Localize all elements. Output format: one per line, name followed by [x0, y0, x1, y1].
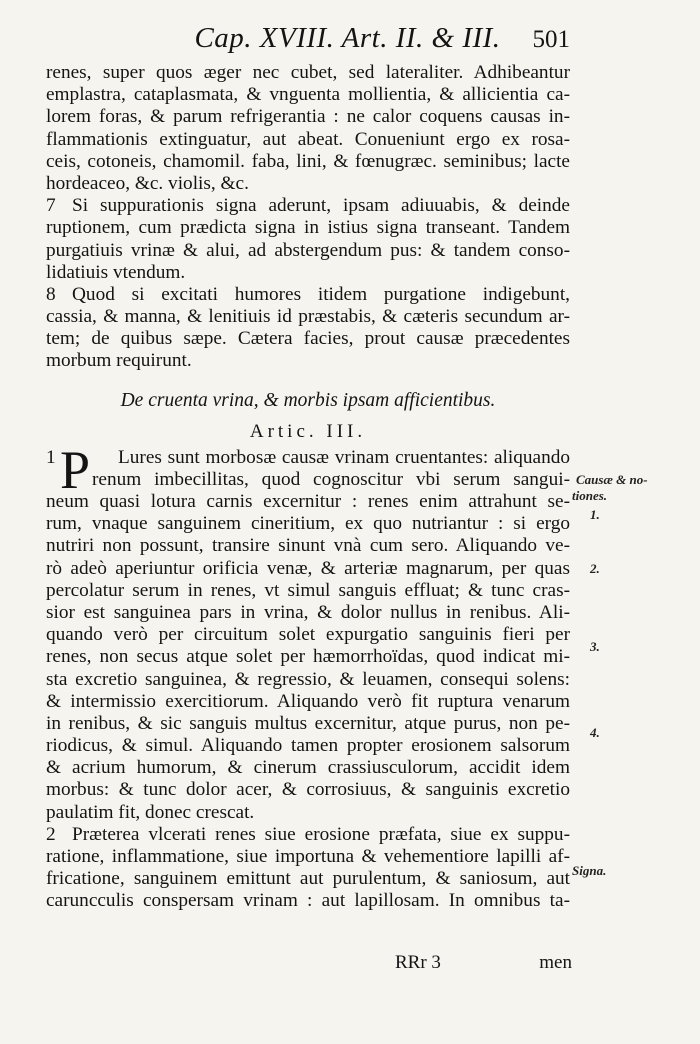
text-line: rum, vnaque sanguinem cineritium, ex quo nutriantur : si ergo [46, 513, 570, 535]
text-line: purgatiuis vrinæ & alui, ad abstergendum pus: & tandem conso- [46, 239, 570, 261]
text-line: percolatur serum in renes, vt simul sanguis effluat; & tunc cras- [46, 579, 570, 601]
signature-mark: RRr 3 [395, 952, 441, 973]
text-line: nutriri non possunt, transire sinunt vnà cum sero. Aliquando ve- [46, 535, 570, 557]
text-line: paulatim fit, donec crescat. [46, 801, 255, 823]
text-line-content: Præterea vlcerati renes siue erosione præfata, siue ex suppu- [72, 823, 570, 845]
text-line: hordeaceo, &c. violis, &c. [46, 172, 249, 194]
text-line: emplastra, cataplasmata, & vnguenta mollientia, & allicientia ca- [46, 84, 570, 106]
text-line: fricatione, sanguinem emittunt aut purulentum, & saniosum, aut [46, 868, 570, 890]
paragraph-2 [46, 824, 570, 913]
text-line: renes, super quos æger nec cubet, sed lateraliter. Adhibeantur [46, 62, 570, 83]
page-number: 501 [532, 26, 570, 53]
running-title: Cap. XVIII. Art. II. & III. [194, 22, 501, 54]
text-line: sta excretio sanguinea, & regressio, & leuamen, consequi solens: [46, 668, 570, 690]
catchword: men [539, 952, 572, 973]
text-line: sior est sanguinea pars in vrina, & dolor nullus in renibus. Ali- [46, 601, 570, 623]
drop-cap: P [60, 439, 91, 500]
text-line: rò adeò aperiuntur orificia venæ, & arteriæ magnarum, per quas [46, 557, 570, 579]
text-line: riodicus, & simul. Aliquando tamen propter erosionem salsorum [46, 735, 570, 757]
text-body [46, 62, 570, 913]
text-line: ceis, cotoneis, chamomil. faba, lini, & fœnugræc. seminibus; lacte [46, 150, 570, 172]
text-line [46, 824, 570, 846]
text-line: & acrium humorum, & cinerum crassiusculorum, accidit idem [46, 757, 570, 779]
text-line: quando verò per circuitum solet expurgatio sanguinis fieri per [46, 624, 570, 646]
text-line: caruncculis conspersam vrinam : aut lapillosam. In omnibus ta- [46, 890, 570, 912]
paragraph-number: 2 [46, 823, 56, 845]
margin-note-causae: Causæ & no- [576, 472, 648, 487]
article-2-continuation [46, 62, 570, 195]
text-line: morbus: & tunc dolor acer, & corrosiuus, & sanguinis excretio [46, 779, 570, 801]
text-line: & intermissio exercitiorum. Aliquando verò fit ruptura venarum [46, 690, 570, 712]
margin-note-number: 4. [590, 725, 600, 740]
text-line: neum quasi lotura carnis excernitur : renes enim attrahunt se- [46, 491, 570, 512]
text-line: ruptionem, cum prædicta signa in istius signa transeant. Tandem [46, 217, 570, 239]
margin-note-number: 3. [590, 639, 600, 654]
text-line: flammationis extinguatur, aut abeat. Conueniunt ergo ex rosa- [46, 128, 570, 150]
text-line: morbum requirunt. [46, 350, 192, 372]
page-header [95, 22, 600, 55]
margin-note-tiones: tiones. [572, 488, 608, 503]
paragraph-8 [46, 284, 570, 373]
text-line: renum imbecillitas, quod cognoscitur vbi serum sangui- [92, 468, 570, 490]
paragraph-number: 1 [46, 446, 56, 468]
text-line: in renibus, & sic sanguis multus excernitur, atque purus, non pe- [46, 712, 570, 734]
text-line: tem; de quibus sæpe. Cætera facies, prout causæ præcedentes [46, 328, 570, 350]
page-footer [395, 952, 572, 974]
section-heading: De cruenta vrina, & morbis ipsam afficientibus. [120, 389, 496, 411]
margin-note-number: 2. [590, 561, 600, 576]
text-line-content: Lures sunt morbosæ causæ vrinam cruentantes: aliquando [118, 446, 570, 468]
paragraph-number: 8 [46, 283, 56, 305]
margin-note-number: 1. [590, 507, 600, 522]
text-line: ratione, inflammatione, siue importuna & vehementiore lapilli af- [46, 846, 570, 867]
margin-note-signa: Signa. [572, 863, 607, 878]
text-line-content: Quod si excitati humores itidem purgatione indigebunt, [72, 283, 570, 305]
text-line: cassia, & manna, & lenitiuis id præstabis, & cæteris secundum ar- [46, 306, 570, 328]
text-line [46, 195, 570, 217]
paragraph-7 [46, 195, 570, 284]
text-line: lorem foras, & parum refrigerantia : ne calor coquens causas in- [46, 106, 570, 128]
text-line: lidatiuis vtendum. [46, 261, 186, 283]
text-line: renes, non secus atque solet per hæmorrhoïdas, quod indicat mi- [46, 646, 570, 668]
text-line [46, 284, 570, 306]
paragraph-1 [46, 439, 570, 824]
paragraph-number: 7 [46, 195, 56, 217]
article-heading: Artic. III. [249, 420, 367, 442]
text-line-content: Si suppurationis signa aderunt, ipsam adiuuabis, & deinde [72, 195, 570, 217]
